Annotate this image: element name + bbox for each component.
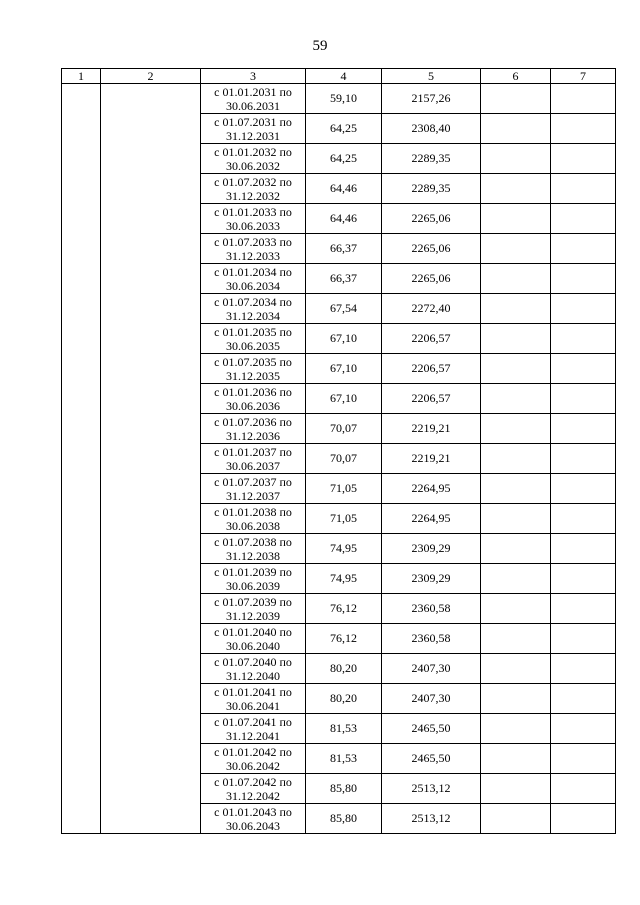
- value-col-4: 80,20: [306, 684, 382, 714]
- cell-col-6-empty: [481, 234, 551, 264]
- cell-col-7-empty: [551, 564, 616, 594]
- cell-col-6-empty: [481, 534, 551, 564]
- cell-col-7-empty: [551, 354, 616, 384]
- cell-col-7-empty: [551, 384, 616, 414]
- column-header-4: 4: [306, 69, 382, 84]
- period-to: 31.12.2042: [226, 788, 280, 803]
- cell-col-1-empty: [62, 84, 101, 834]
- page-number: 59: [312, 38, 328, 54]
- cell-col-6-empty: [481, 114, 551, 144]
- period-cell: [201, 354, 306, 384]
- period-to: 31.12.2034: [226, 308, 280, 323]
- period-cell: [201, 84, 306, 114]
- period-cell: [201, 654, 306, 684]
- cell-col-7-empty: [551, 294, 616, 324]
- value-col-5: 2219,21: [382, 414, 481, 444]
- period-from: с 01.01.2041 по: [214, 684, 292, 699]
- column-header-1: 1: [62, 69, 101, 84]
- value-col-5: 2513,12: [382, 804, 481, 834]
- tariff-table: [61, 68, 616, 834]
- value-col-4: 85,80: [306, 774, 382, 804]
- cell-col-6-empty: [481, 474, 551, 504]
- period-from: с 01.01.2036 по: [214, 384, 292, 399]
- value-col-4: 81,53: [306, 714, 382, 744]
- period-cell: [201, 534, 306, 564]
- value-col-4: 70,07: [306, 444, 382, 474]
- period-cell: [201, 594, 306, 624]
- period-to: 30.06.2033: [226, 218, 280, 233]
- cell-col-6-empty: [481, 594, 551, 624]
- period-cell: [201, 774, 306, 804]
- period-from: с 01.07.2039 по: [214, 594, 292, 609]
- cell-col-6-empty: [481, 384, 551, 414]
- period-cell: [201, 744, 306, 774]
- period-from: с 01.01.2031 по: [214, 84, 292, 99]
- column-header-7: 7: [551, 69, 616, 84]
- cell-col-7-empty: [551, 534, 616, 564]
- column-header-6: 6: [481, 69, 551, 84]
- period-from: с 01.01.2035 по: [214, 324, 292, 339]
- period-from: с 01.01.2042 по: [214, 744, 292, 759]
- column-header-2: 2: [101, 69, 201, 84]
- value-col-4: 67,10: [306, 354, 382, 384]
- value-col-5: 2465,50: [382, 744, 481, 774]
- value-col-4: 71,05: [306, 474, 382, 504]
- period-from: с 01.01.2043 по: [214, 804, 292, 819]
- value-col-5: 2407,30: [382, 654, 481, 684]
- period-to: 31.12.2036: [226, 428, 280, 443]
- period-cell: [201, 624, 306, 654]
- period-from: с 01.01.2040 по: [214, 624, 292, 639]
- period-to: 30.06.2041: [226, 698, 280, 713]
- period-to: 30.06.2031: [226, 98, 280, 113]
- value-col-5: 2265,06: [382, 234, 481, 264]
- period-to: 30.06.2040: [226, 638, 280, 653]
- cell-col-6-empty: [481, 144, 551, 174]
- value-col-4: 66,37: [306, 234, 382, 264]
- value-col-5: 2264,95: [382, 504, 481, 534]
- cell-col-7-empty: [551, 474, 616, 504]
- period-to: 31.12.2032: [226, 188, 280, 203]
- period-cell: [201, 114, 306, 144]
- period-from: с 01.01.2039 по: [214, 564, 292, 579]
- period-from: с 01.07.2038 по: [214, 534, 292, 549]
- cell-col-6-empty: [481, 624, 551, 654]
- value-col-5: 2465,50: [382, 714, 481, 744]
- cell-col-7-empty: [551, 504, 616, 534]
- cell-col-7-empty: [551, 654, 616, 684]
- value-col-5: 2360,58: [382, 624, 481, 654]
- value-col-4: 74,95: [306, 564, 382, 594]
- cell-col-7-empty: [551, 774, 616, 804]
- value-col-4: 76,12: [306, 594, 382, 624]
- period-cell: [201, 684, 306, 714]
- cell-col-7-empty: [551, 444, 616, 474]
- column-header-5: 5: [382, 69, 481, 84]
- cell-col-6-empty: [481, 744, 551, 774]
- period-cell: [201, 384, 306, 414]
- value-col-5: 2206,57: [382, 354, 481, 384]
- cell-col-6-empty: [481, 84, 551, 114]
- cell-col-6-empty: [481, 804, 551, 834]
- column-header-3: 3: [201, 69, 306, 84]
- period-from: с 01.07.2032 по: [214, 174, 292, 189]
- period-from: с 01.01.2033 по: [214, 204, 292, 219]
- period-to: 30.06.2037: [226, 458, 280, 473]
- value-col-5: 2157,26: [382, 84, 481, 114]
- period-cell: [201, 474, 306, 504]
- period-cell: [201, 804, 306, 834]
- value-col-5: 2513,12: [382, 774, 481, 804]
- cell-col-7-empty: [551, 804, 616, 834]
- cell-col-2-empty: [101, 84, 201, 834]
- value-col-4: 67,54: [306, 294, 382, 324]
- cell-col-6-empty: [481, 414, 551, 444]
- table-row: [62, 84, 616, 114]
- table-header: [62, 69, 616, 84]
- cell-col-7-empty: [551, 414, 616, 444]
- table-body: [62, 84, 616, 834]
- value-col-4: 67,10: [306, 384, 382, 414]
- cell-col-6-empty: [481, 204, 551, 234]
- cell-col-6-empty: [481, 264, 551, 294]
- value-col-4: 74,95: [306, 534, 382, 564]
- period-to: 30.06.2035: [226, 338, 280, 353]
- value-col-5: 2206,57: [382, 384, 481, 414]
- cell-col-6-empty: [481, 564, 551, 594]
- value-col-5: 2308,40: [382, 114, 481, 144]
- period-cell: [201, 264, 306, 294]
- period-from: с 01.01.2032 по: [214, 144, 292, 159]
- period-to: 30.06.2039: [226, 578, 280, 593]
- value-col-4: 64,46: [306, 204, 382, 234]
- value-col-4: 64,25: [306, 144, 382, 174]
- cell-col-6-empty: [481, 684, 551, 714]
- period-from: с 01.07.2035 по: [214, 354, 292, 369]
- cell-col-6-empty: [481, 504, 551, 534]
- period-cell: [201, 414, 306, 444]
- period-to: 30.06.2043: [226, 818, 280, 833]
- period-cell: [201, 504, 306, 534]
- period-to: 30.06.2036: [226, 398, 280, 413]
- value-col-4: 64,25: [306, 114, 382, 144]
- value-col-4: 59,10: [306, 84, 382, 114]
- cell-col-7-empty: [551, 204, 616, 234]
- period-to: 30.06.2038: [226, 518, 280, 533]
- period-from: с 01.01.2034 по: [214, 264, 292, 279]
- period-cell: [201, 144, 306, 174]
- period-from: с 01.01.2037 по: [214, 444, 292, 459]
- cell-col-7-empty: [551, 114, 616, 144]
- value-col-4: 66,37: [306, 264, 382, 294]
- cell-col-7-empty: [551, 84, 616, 114]
- value-col-4: 71,05: [306, 504, 382, 534]
- period-cell: [201, 294, 306, 324]
- value-col-5: 2264,95: [382, 474, 481, 504]
- value-col-4: 76,12: [306, 624, 382, 654]
- period-to: 31.12.2037: [226, 488, 280, 503]
- period-to: 30.06.2034: [226, 278, 280, 293]
- cell-col-7-empty: [551, 264, 616, 294]
- cell-col-7-empty: [551, 144, 616, 174]
- period-to: 31.12.2033: [226, 248, 280, 263]
- cell-col-6-empty: [481, 174, 551, 204]
- value-col-5: 2360,58: [382, 594, 481, 624]
- value-col-5: 2309,29: [382, 534, 481, 564]
- cell-col-6-empty: [481, 324, 551, 354]
- value-col-4: 67,10: [306, 324, 382, 354]
- header-row: [62, 69, 616, 84]
- period-to: 31.12.2040: [226, 668, 280, 683]
- period-cell: [201, 564, 306, 594]
- value-col-4: 64,46: [306, 174, 382, 204]
- period-to: 31.12.2041: [226, 728, 280, 743]
- value-col-5: 2219,21: [382, 444, 481, 474]
- value-col-4: 80,20: [306, 654, 382, 684]
- cell-col-7-empty: [551, 744, 616, 774]
- period-cell: [201, 714, 306, 744]
- period-from: с 01.01.2038 по: [214, 504, 292, 519]
- cell-col-6-empty: [481, 444, 551, 474]
- cell-col-6-empty: [481, 774, 551, 804]
- period-from: с 01.07.2042 по: [214, 774, 292, 789]
- period-from: с 01.07.2033 по: [214, 234, 292, 249]
- period-cell: [201, 204, 306, 234]
- cell-col-6-empty: [481, 294, 551, 324]
- period-to: 31.12.2035: [226, 368, 280, 383]
- period-to: 30.06.2042: [226, 758, 280, 773]
- value-col-5: 2265,06: [382, 264, 481, 294]
- period-to: 30.06.2032: [226, 158, 280, 173]
- period-to: 31.12.2039: [226, 608, 280, 623]
- cell-col-7-empty: [551, 624, 616, 654]
- cell-col-7-empty: [551, 594, 616, 624]
- cell-col-6-empty: [481, 714, 551, 744]
- period-cell: [201, 234, 306, 264]
- period-cell: [201, 174, 306, 204]
- value-col-4: 85,80: [306, 804, 382, 834]
- cell-col-7-empty: [551, 714, 616, 744]
- period-from: с 01.07.2037 по: [214, 474, 292, 489]
- period-to: 31.12.2031: [226, 128, 280, 143]
- value-col-5: 2407,30: [382, 684, 481, 714]
- value-col-5: 2206,57: [382, 324, 481, 354]
- period-from: с 01.07.2040 по: [214, 654, 292, 669]
- value-col-5: 2265,06: [382, 204, 481, 234]
- period-from: с 01.07.2041 по: [214, 714, 292, 729]
- cell-col-6-empty: [481, 654, 551, 684]
- value-col-4: 81,53: [306, 744, 382, 774]
- cell-col-7-empty: [551, 174, 616, 204]
- value-col-5: 2309,29: [382, 564, 481, 594]
- cell-col-6-empty: [481, 354, 551, 384]
- value-col-5: 2272,40: [382, 294, 481, 324]
- period-from: с 01.07.2036 по: [214, 414, 292, 429]
- value-col-5: 2289,35: [382, 174, 481, 204]
- period-to: 31.12.2038: [226, 548, 280, 563]
- value-col-4: 70,07: [306, 414, 382, 444]
- period-cell: [201, 324, 306, 354]
- cell-col-7-empty: [551, 234, 616, 264]
- period-from: с 01.07.2031 по: [214, 114, 292, 129]
- period-cell: [201, 444, 306, 474]
- cell-col-7-empty: [551, 684, 616, 714]
- period-from: с 01.07.2034 по: [214, 294, 292, 309]
- cell-col-7-empty: [551, 324, 616, 354]
- value-col-5: 2289,35: [382, 144, 481, 174]
